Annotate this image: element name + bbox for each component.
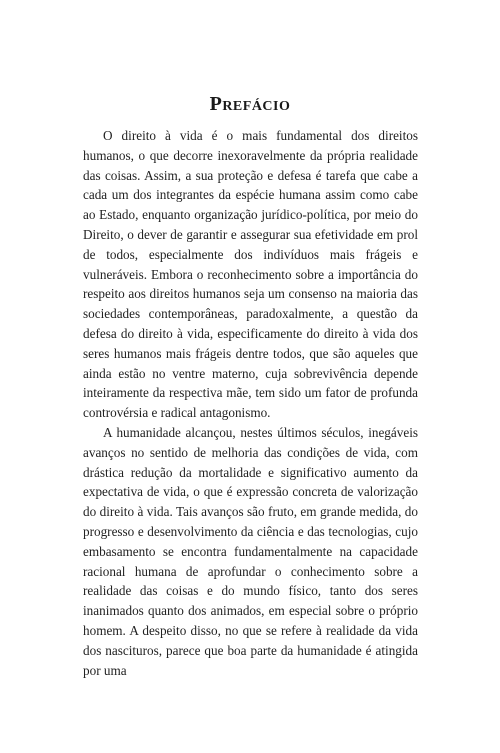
paragraph-1: O direito à vida é o mais fundamental dos direitos humanos, o que decorre inexoravelmente da própria realidade das coisas. Assim, a sua proteção e defesa é tarefa que cabe a cada um dos integrantes da espécie humana assim como cabe ao Estado, enquanto organização jurídico-política, por meio do Direito, o dever de garantir e assegurar sua efetividade em prol de todos, especialmente dos indivíduos mais frágeis e vulneráveis. Embora o reconhecimento sobre a importância do respeito aos direitos humanos seja um consenso na maioria das sociedades contemporâneas, paradoxalmente, a questão da defesa do direito à vida, especificamente do direito à vida dos seres humanos mais frágeis dentre todos, que são aqueles que ainda estão no ventre materno, cuja sobrevivência depende inteiramente da respectiva mãe, tem sido um fator de profunda controvérsia e radical antagonismo.	[83, 128, 418, 421]
preface-body	[83, 126, 418, 680]
chapter-title: Prefácio	[209, 93, 291, 116]
paragraph-2: A humanidade alcançou, nestes últimos séculos, inegáveis avanços no sentido de melhoria das condições de vida, com drástica redução da mortalidade e significativo aumento da expectativa de vida, o que é expressão concreta de valorização do direito à vida. Tais avanços são fruto, em grande medida, do progresso e desenvolvimento da ciência e das tecnologias, cujo embasamento se encontra fundamentalmente na capacidade racional humana de aprofundar o conhecimento sobre a realidade das coisas e do mundo físico, tanto dos seres inanimados quanto dos animados, em especial sobre o próprio homem. A despeito disso, no que se refere à realidade da vida dos nascituros, parece que boa parte da humanidade é atingida por uma	[83, 424, 418, 678]
